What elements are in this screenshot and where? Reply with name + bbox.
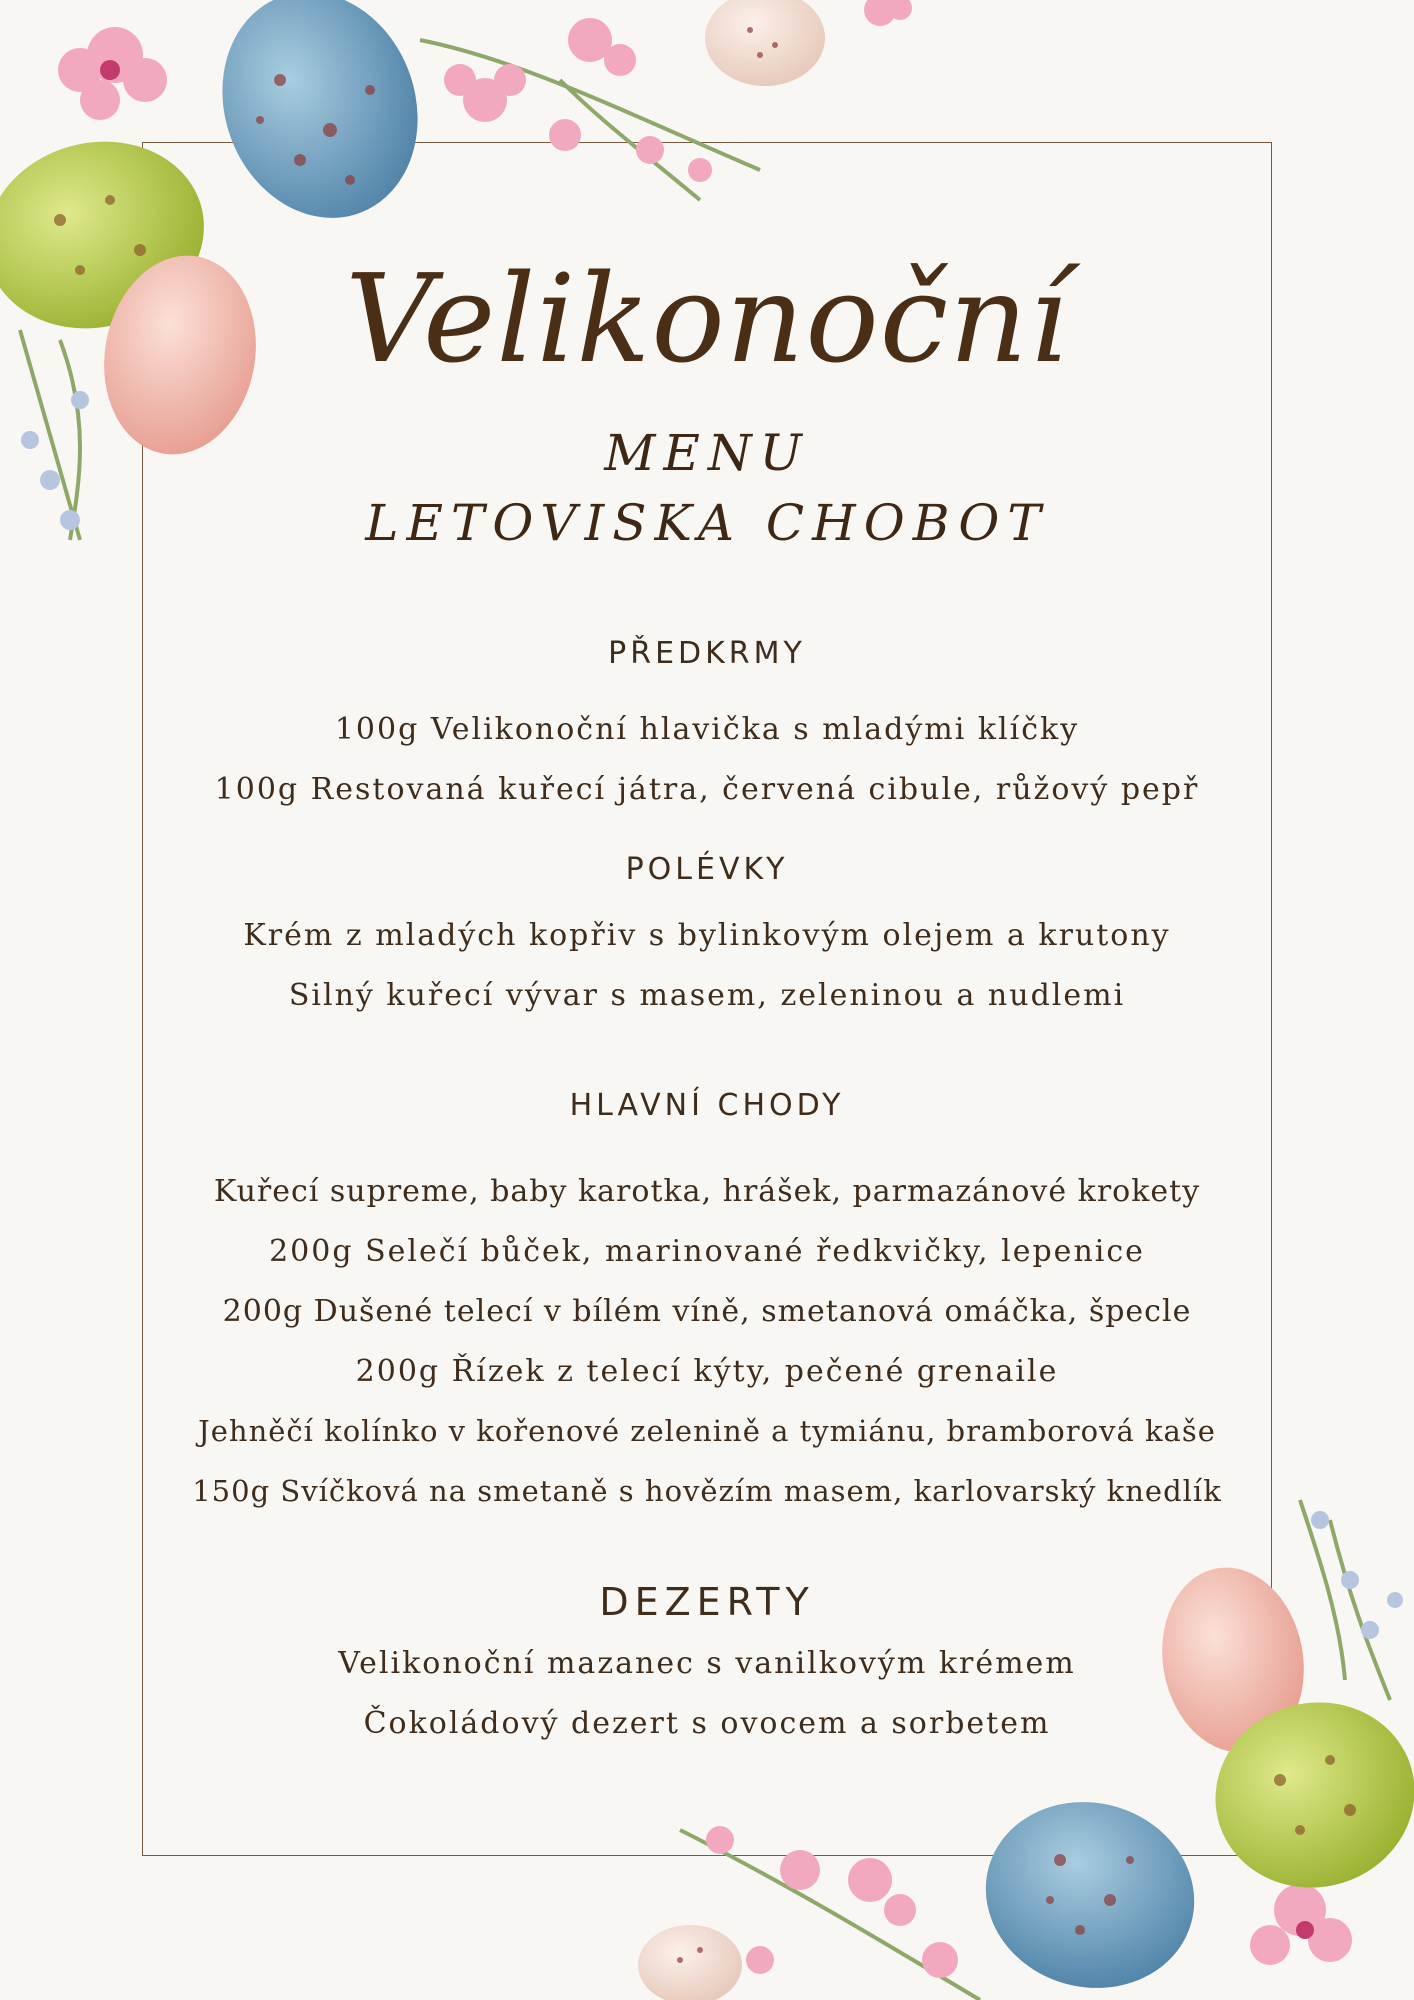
- menu-item: Krém z mladých kopřiv s bylinkovým olejem a krutony: [243, 918, 1171, 953]
- section-heading-hlavni-chody: HLAVNÍ CHODY: [569, 1088, 845, 1123]
- venue-name: LETOVISKA CHOBOT: [365, 494, 1049, 552]
- section-heading-dezerty: DEZERTY: [599, 1580, 815, 1624]
- menu-item: Silný kuřecí vývar s masem, zeleninou a nudlemi: [288, 978, 1126, 1013]
- menu-item: 100g Velikonoční hlavička s mladými klíčky: [334, 712, 1080, 747]
- menu-title: Velikonoční: [345, 248, 1069, 390]
- menu-item: Velikonoční mazanec s vanilkovým krémem: [338, 1646, 1076, 1681]
- menu-item: 200g Dušené telecí v bílém víně, smetanová omáčka, špecle: [222, 1294, 1192, 1329]
- menu-item: 200g Selečí bůček, marinované ředkvičky, lepenice: [269, 1234, 1145, 1269]
- section-heading-predkrmy: PŘEDKRMY: [608, 636, 806, 671]
- menu-item: Jehněčí kolínko v kořenové zelenině a tymiánu, bramborová kaše: [198, 1414, 1216, 1448]
- menu-subtitle: MENU: [604, 424, 810, 482]
- menu-item: 100g Restovaná kuřecí játra, červená cibule, růžový pepř: [214, 772, 1200, 807]
- egg-cream-bottom: [638, 1925, 742, 2000]
- egg-cream-top: [705, 0, 825, 86]
- menu-item: Čokoládový dezert s ovocem a sorbetem: [363, 1706, 1051, 1741]
- menu-item: 150g Svíčková na smetaně s hovězím masem, karlovarský knedlík: [192, 1474, 1222, 1508]
- section-heading-polevky: POLÉVKY: [625, 852, 789, 887]
- menu-item: Kuřecí supreme, baby karotka, hrášek, parmazánové krokety: [213, 1174, 1201, 1209]
- menu-item: 200g Řízek z telecí kýty, pečené grenaile: [355, 1354, 1059, 1389]
